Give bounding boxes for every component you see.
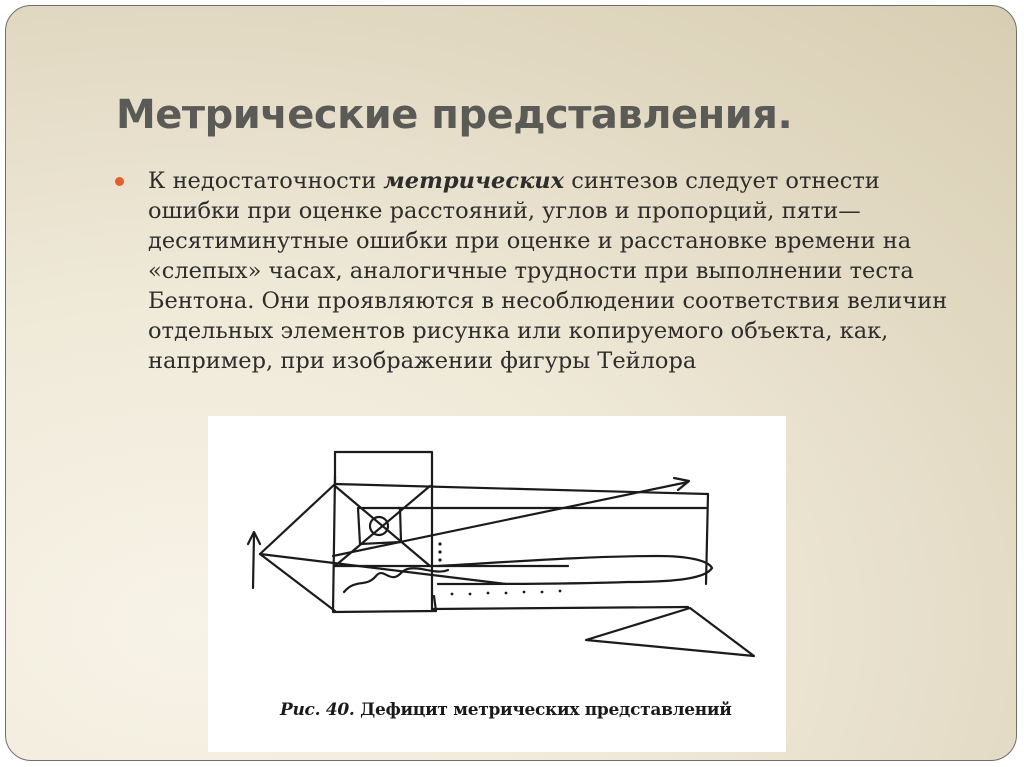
figure-caption-text: Дефицит метрических представлений (354, 700, 732, 720)
bullet-dot-icon (115, 177, 124, 186)
taylor-figure-image (208, 416, 786, 752)
bullet-paragraph (148, 166, 971, 376)
bullet-item (111, 166, 971, 376)
slide-title: Метрические представления. (116, 92, 793, 138)
slide (5, 5, 1017, 761)
figure-caption (280, 700, 732, 720)
figure-caption-label: Рис. 40. (280, 700, 355, 720)
paragraph-emphasis: метрических (383, 168, 565, 194)
paragraph-text-rest: синтезов следует отнести ошибки при оценке расстояний, углов и пропорций, пяти—десятиминутные ошибки при оценке и расстановке времени на «слепых» часах, аналогичные трудности при выполнении теста Бентона. Они проявляются в несоблюдении соответствия величин отдельных элементов рисунка или копируемого объекта, как, например, при изображении фигуры Тейлора (148, 168, 948, 374)
paragraph-text-start: К недостаточности (148, 168, 384, 194)
